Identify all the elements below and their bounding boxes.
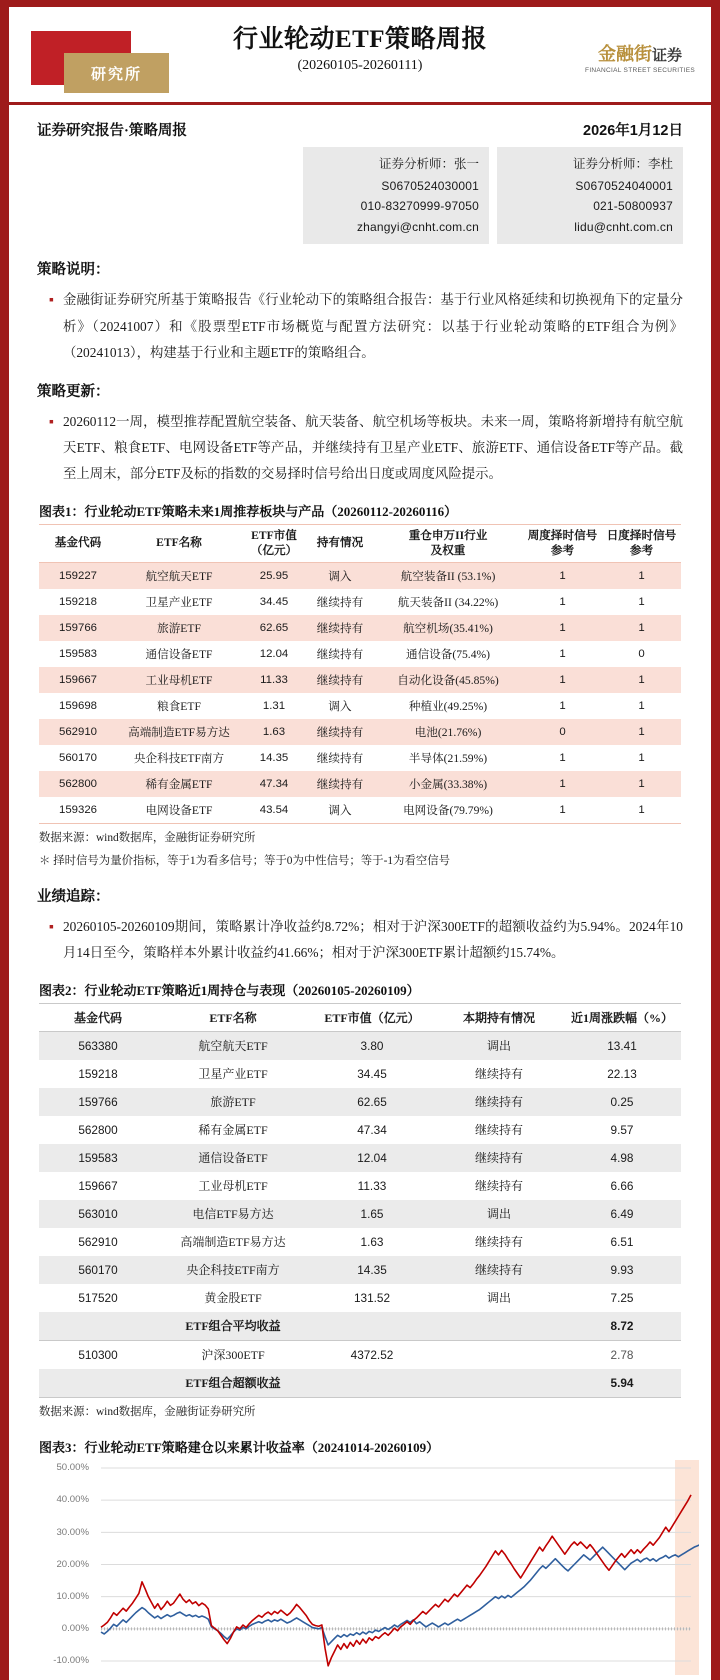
table-row: [39, 1172, 681, 1200]
cell-excess-label: ETF组合超额收益: [157, 1369, 309, 1398]
cell-etf-value: 62.65: [241, 615, 307, 641]
col-fund-code: 基金代码: [39, 525, 117, 563]
cell-fund-code: 563010: [39, 1200, 157, 1228]
col-top-industry: 重仓申万II行业 及权重: [373, 525, 523, 563]
table-row: [39, 1088, 681, 1116]
table-row: [39, 693, 681, 719]
y-axis-tick-label: 20.00%: [56, 1558, 89, 1570]
table-row: [39, 745, 681, 771]
cell-top-industry: 航空机场(35.41%): [373, 615, 523, 641]
brand-name-cn: [585, 40, 695, 66]
cell-holding-status: 继续持有: [307, 589, 373, 615]
table-header-row: [39, 525, 681, 563]
cell-top-industry: 小金属(33.38%): [373, 771, 523, 797]
y-axis-tick-label: 40.00%: [56, 1494, 89, 1506]
analyst-phone: 021-50800937: [593, 199, 673, 214]
table-row: [39, 641, 681, 667]
cell-top-industry: 航空装备II (53.1%): [373, 563, 523, 590]
cell-etf-value: 62.65: [309, 1088, 435, 1116]
cell-weekly-signal: 1: [523, 563, 602, 590]
cell-weekly-signal: 1: [523, 615, 602, 641]
cell-weekly-return: 6.49: [563, 1200, 681, 1228]
cell-fund-code: 159227: [39, 563, 117, 590]
table-row: [39, 589, 681, 615]
cell-blank: [309, 1312, 435, 1341]
cell-fund-code: 159766: [39, 1088, 157, 1116]
strategy-desc-text: 金融街证券研究所基于策略报告《行业轮动下的策略组合报告：基于行业风格延续和切换视角下的定量分析》（20241007）和《股票型ETF市场概览与配置方法研究：以基于行业轮动策略的ETF组合为例》（20241013），构建基于行业和主题ETF的策略组合。: [62, 292, 683, 360]
cell-fund-code: 159698: [39, 693, 117, 719]
cell-fund-code: 563380: [39, 1031, 157, 1060]
cell-fund-code: 560170: [39, 1256, 157, 1284]
col-weekly-signal: 周度择时信号 参考: [523, 525, 602, 563]
cell-weekly-signal: 1: [523, 693, 602, 719]
col-holding-status: 持有情况: [307, 525, 373, 563]
cell-blank: [435, 1369, 563, 1398]
cell-weekly-signal: 1: [523, 745, 602, 771]
cell-holding-status: 继续持有: [435, 1256, 563, 1284]
cell-daily-signal: 1: [602, 771, 681, 797]
cell-holding-status: 调入: [307, 797, 373, 824]
cell-etf-value: 43.54: [241, 797, 307, 824]
cell-holding-status: 继续持有: [307, 615, 373, 641]
table-row: [39, 1144, 681, 1172]
table-row: [39, 1256, 681, 1284]
report-date: 2026年1月12日: [583, 123, 683, 139]
chart-series-line: [101, 1495, 691, 1666]
exhibit1-footnote: ＊ 择时信号为量价指标，等于1为看多信号；等于0为中性信号；等于-1为看空信号: [39, 855, 451, 868]
col-daily-signal: 日度择时信号 参考: [602, 525, 681, 563]
cell-daily-signal: 1: [602, 589, 681, 615]
exhibit3-title: 图表3：行业轮动ETF策略建仓以来累计收益率（20241014-20260109）: [39, 1440, 440, 1456]
cell-fund-code: 562910: [39, 719, 117, 745]
exhibit2-source: 数据来源：wind数据库，金融街证券研究所: [39, 1405, 256, 1418]
y-axis-tick-label: -10.00%: [53, 1655, 89, 1667]
cell-top-industry: 自动化设备(45.85%): [373, 667, 523, 693]
cell-holding-status: 继续持有: [307, 745, 373, 771]
analyst-cards: [9, 147, 711, 244]
cell-daily-signal: 1: [602, 745, 681, 771]
cell-holding-status: 调出: [435, 1200, 563, 1228]
col-etf-value: ETF市值 （亿元）: [241, 525, 307, 563]
cell-weekly-return: 9.57: [563, 1116, 681, 1144]
cell-holding-status: 继续持有: [435, 1116, 563, 1144]
cell-holding-status: 继续持有: [435, 1228, 563, 1256]
table-row: [39, 1060, 681, 1088]
table-row: [39, 563, 681, 590]
cell-etf-name: 高端制造ETF易方达: [117, 719, 241, 745]
section-heading-strategy-update: 策略更新：: [37, 383, 110, 400]
cell-excess-value: 5.94: [563, 1369, 681, 1398]
table-row: [39, 1340, 681, 1369]
cell-blank: [309, 1369, 435, 1398]
cell-weekly-signal: 0: [523, 719, 602, 745]
cell-holding-status: 继续持有: [307, 641, 373, 667]
table-row: [39, 1284, 681, 1312]
brand-logo: [585, 40, 695, 74]
cell-daily-signal: 1: [602, 719, 681, 745]
cell-etf-name: 电网设备ETF: [117, 797, 241, 824]
exhibit2-thead: [39, 1003, 681, 1031]
analyst-card: [497, 147, 683, 244]
cell-daily-signal: 1: [602, 667, 681, 693]
cell-fund-code: 159583: [39, 641, 117, 667]
cell-top-industry: 通信设备(75.4%): [373, 641, 523, 667]
cell-holding-status: 继续持有: [435, 1088, 563, 1116]
logo-label: 研究所: [64, 53, 169, 93]
table-row: [39, 667, 681, 693]
col-fund-code: 基金代码: [39, 1003, 157, 1031]
cell-etf-value: 12.04: [241, 641, 307, 667]
analyst-name: 证券分析师：李杜: [572, 157, 673, 171]
cell-etf-name: 工业母机ETF: [117, 667, 241, 693]
cell-etf-name: 稀有金属ETF: [117, 771, 241, 797]
exhibit2-table: [39, 1003, 681, 1398]
table-row: [39, 1031, 681, 1060]
cell-fund-code: 159766: [39, 615, 117, 641]
brand-name-part2: 证券: [652, 48, 683, 64]
cell-weekly-return: 6.51: [563, 1228, 681, 1256]
cell-etf-name: 工业母机ETF: [157, 1172, 309, 1200]
exhibit1-thead: [39, 525, 681, 563]
cell-etf-value: 47.34: [241, 771, 307, 797]
cell-etf-name: 卫星产业ETF: [157, 1060, 309, 1088]
analyst-license: S0670524030001: [381, 178, 479, 193]
cell-holding-status: 继续持有: [435, 1060, 563, 1088]
table-row: [39, 1200, 681, 1228]
cell-daily-signal: 1: [602, 615, 681, 641]
cell-bench-return: 2.78: [563, 1340, 681, 1369]
cell-etf-name: 航空航天ETF: [157, 1031, 309, 1060]
section-heading-strategy-desc: 策略说明：: [37, 262, 110, 279]
cell-etf-name: 航空航天ETF: [117, 563, 241, 590]
cell-fund-code: 560170: [39, 745, 117, 771]
cell-etf-value: 12.04: [309, 1144, 435, 1172]
cell-weekly-return: 6.66: [563, 1172, 681, 1200]
cell-weekly-signal: 1: [523, 641, 602, 667]
col-weekly-return: 近1周涨跌幅（%）: [563, 1003, 681, 1031]
cell-top-industry: 电池(21.76%): [373, 719, 523, 745]
cell-etf-value: 1.63: [309, 1228, 435, 1256]
bullet-dot-icon: ▪: [49, 293, 54, 309]
cell-etf-value: 11.33: [309, 1172, 435, 1200]
cell-etf-name: 电信ETF易方达: [157, 1200, 309, 1228]
cell-weekly-return: 4.98: [563, 1144, 681, 1172]
chart-plot-area: [39, 1460, 699, 1675]
cell-etf-value: 47.34: [309, 1116, 435, 1144]
masthead: [9, 7, 711, 105]
analyst-email[interactable]: lidu@cnht.com.cn: [574, 219, 673, 234]
cell-fund-code: 159218: [39, 1060, 157, 1088]
cell-weekly-signal: 1: [523, 797, 602, 824]
cell-weekly-signal: 1: [523, 667, 602, 693]
analyst-name: 证券分析师：张一: [378, 157, 479, 171]
analyst-email[interactable]: zhangyi@cnht.com.cn: [356, 219, 479, 234]
table-row: [39, 1116, 681, 1144]
cell-daily-signal: 1: [602, 693, 681, 719]
cell-etf-name: 通信设备ETF: [157, 1144, 309, 1172]
cell-top-industry: 航天装备II (34.22%): [373, 589, 523, 615]
table-header-row: [39, 1003, 681, 1031]
performance-bullet: [37, 914, 683, 966]
table-row: [39, 1228, 681, 1256]
table-row: [39, 719, 681, 745]
bullet-dot-icon: ▪: [49, 919, 54, 935]
analyst-license: S0670524040001: [575, 178, 673, 193]
cell-blank: [435, 1312, 563, 1341]
table-row: [39, 1369, 681, 1398]
y-axis-tick-label: 0.00%: [61, 1623, 89, 1635]
brand-name-part1: 金融街: [598, 44, 653, 64]
bullet-dot-icon: ▪: [49, 414, 54, 430]
col-etf-name: ETF名称: [157, 1003, 309, 1031]
table-row: [39, 615, 681, 641]
exhibit1-tbody: [39, 563, 681, 824]
cell-holding-status: 调入: [307, 563, 373, 590]
strategy-update-text: 20260112一周，模型推荐配置航空装备、航天装备、航空机场等板块。未来一周，策略将新增持有航空航天ETF、粮食ETF、电网设备ETF等产品，并继续持有卫星产业ETF、旅游ETF、通信设备ETF等产品。截至上周末，部分ETF及标的指数的交易择时信号给出日度或周度风险提示。: [62, 413, 683, 482]
cell-etf-value: 11.33: [241, 667, 307, 693]
cell-weekly-return: 13.41: [563, 1031, 681, 1060]
cell-etf-value: 14.35: [241, 745, 307, 771]
cell-fund-code: 517520: [39, 1284, 157, 1312]
cell-holding-status: 继续持有: [307, 667, 373, 693]
col-etf-name: ETF名称: [117, 525, 241, 563]
cell-daily-signal: 1: [602, 563, 681, 590]
cell-etf-value: 3.80: [309, 1031, 435, 1060]
cell-fund-code: 159326: [39, 797, 117, 824]
cell-etf-value: 1.65: [309, 1200, 435, 1228]
chart-series-line: [101, 1545, 699, 1645]
analyst-phone: 010-83270999-97050: [360, 199, 479, 214]
exhibit2-title: 图表2：行业轮动ETF策略近1周持仓与表现（20260105-20260109）: [39, 982, 420, 998]
cumulative-return-chart: [39, 1460, 699, 1675]
cell-bench-value: 4372.52: [309, 1340, 435, 1369]
exhibit1-table: [39, 524, 681, 824]
cell-holding-status: 继续持有: [307, 719, 373, 745]
exhibit1-title: 图表1：行业轮动ETF策略未来1周推荐板块与产品（20260112-20260116）: [39, 504, 458, 520]
strategy-desc-bullet: [37, 287, 683, 365]
cell-etf-name: 卫星产业ETF: [117, 589, 241, 615]
cell-daily-signal: 1: [602, 797, 681, 824]
cell-holding-status: 继续持有: [435, 1144, 563, 1172]
cell-etf-name: 旅游ETF: [157, 1088, 309, 1116]
cell-etf-name: 粮食ETF: [117, 693, 241, 719]
cell-weekly-signal: 1: [523, 771, 602, 797]
y-axis-tick-label: 50.00%: [56, 1462, 89, 1474]
col-holding-status: 本期持有情况: [435, 1003, 563, 1031]
col-etf-value: ETF市值（亿元）: [309, 1003, 435, 1031]
exhibit1-source: 数据来源：wind数据库，金融街证券研究所: [39, 832, 256, 845]
report-category: 证券研究报告·策略周报: [37, 123, 187, 139]
cell-weekly-signal: 1: [523, 589, 602, 615]
y-axis-tick-label: 10.00%: [56, 1590, 89, 1602]
cell-bench-name: 沪深300ETF: [157, 1340, 309, 1369]
cell-fund-code: 562800: [39, 771, 117, 797]
cell-etf-name: 通信设备ETF: [117, 641, 241, 667]
cell-weekly-return: 7.25: [563, 1284, 681, 1312]
cell-fund-code: 159583: [39, 1144, 157, 1172]
cell-etf-name: 央企科技ETF南方: [157, 1256, 309, 1284]
cell-etf-value: 34.45: [241, 589, 307, 615]
cell-etf-name: 黄金股ETF: [157, 1284, 309, 1312]
cell-holding-status: 调入: [307, 693, 373, 719]
cell-etf-value: 1.63: [241, 719, 307, 745]
performance-text: 20260105-20260109期间，策略累计净收益约8.72%；相对于沪深300ETF的超额收益约为5.94%。2024年10月14日至今，策略样本外累计收益约41.66%；相对于沪深300ETF累计超额约15.74%。: [62, 918, 683, 960]
cell-etf-value: 131.52: [309, 1284, 435, 1312]
table-row: [39, 1312, 681, 1341]
cell-bench-code: 510300: [39, 1340, 157, 1369]
cell-fund-code: 159667: [39, 1172, 157, 1200]
cell-holding-status: 继续持有: [435, 1172, 563, 1200]
analyst-card: [303, 147, 489, 244]
cell-etf-name: 央企科技ETF南方: [117, 745, 241, 771]
cell-top-industry: 种植业(49.25%): [373, 693, 523, 719]
y-axis-tick-label: 30.00%: [56, 1526, 89, 1538]
cell-fund-code: 159667: [39, 667, 117, 693]
cell-holding-status: 继续持有: [307, 771, 373, 797]
page-title: 行业轮动ETF策略周报: [232, 26, 488, 53]
cell-etf-value: 14.35: [309, 1256, 435, 1284]
cell-etf-name: 稀有金属ETF: [157, 1116, 309, 1144]
cell-etf-value: 1.31: [241, 693, 307, 719]
page-subtitle: (20260105-20260111): [297, 58, 423, 74]
cell-blank: [435, 1340, 563, 1369]
cell-etf-value: 34.45: [309, 1060, 435, 1088]
section-heading-performance: 业绩追踪：: [37, 888, 110, 905]
cell-daily-signal: 0: [602, 641, 681, 667]
cell-fund-code: 562910: [39, 1228, 157, 1256]
cell-weekly-return: 0.25: [563, 1088, 681, 1116]
table-row: [39, 771, 681, 797]
cell-holding-status: 调出: [435, 1284, 563, 1312]
cell-weekly-return: 9.93: [563, 1256, 681, 1284]
table-row: [39, 797, 681, 824]
subheader: [9, 115, 711, 145]
cell-avg-value: 8.72: [563, 1312, 681, 1341]
cell-top-industry: 半导体(21.59%): [373, 745, 523, 771]
cell-fund-code: 159218: [39, 589, 117, 615]
cell-etf-name: 高端制造ETF易方达: [157, 1228, 309, 1256]
cell-blank: [39, 1369, 157, 1398]
brand-name-en: FINANCIAL STREET SECURITIES: [585, 67, 695, 74]
strategy-update-bullet: [37, 409, 683, 487]
cell-blank: [39, 1312, 157, 1341]
cell-top-industry: 电网设备(79.79%): [373, 797, 523, 824]
cell-fund-code: 562800: [39, 1116, 157, 1144]
exhibit2-tbody: [39, 1031, 681, 1397]
cell-avg-label: ETF组合平均收益: [157, 1312, 309, 1341]
cell-etf-value: 25.95: [241, 563, 307, 590]
cell-weekly-return: 22.13: [563, 1060, 681, 1088]
cell-etf-name: 旅游ETF: [117, 615, 241, 641]
cell-holding-status: 调出: [435, 1031, 563, 1060]
